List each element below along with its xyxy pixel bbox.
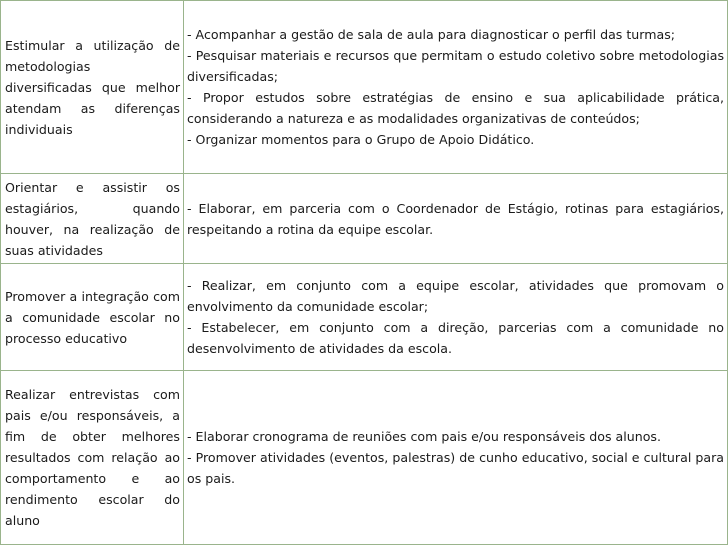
action-item: - Realizar, em conjunto com a equipe escolar, atividades que promovam o envolvimento da comunidade escolar;: [187, 278, 724, 314]
goal-text: Estimular a utilização de metodologias diversificadas que melhor atendam as diferenças individuais: [5, 37, 180, 137]
goal-cell: [1, 264, 184, 371]
table-row: [1, 371, 728, 545]
table-row: [1, 1, 728, 174]
action-item: - Promover atividades (eventos, palestras) de cunho educativo, social e cultural para os pais.: [187, 450, 724, 486]
action-item: - Elaborar cronograma de reuniões com pais e/ou responsáveis dos alunos.: [187, 429, 661, 444]
table-row: [1, 174, 728, 264]
goal-cell: [1, 1, 184, 174]
goal-text: Realizar entrevistas com pais e/ou responsáveis, a fim de obter melhores resultados com relação ao comportamento e ao rendimento escolar do aluno: [5, 387, 180, 528]
goal-cell: [1, 371, 184, 545]
actions-cell: [184, 264, 728, 371]
table-row: [1, 264, 728, 371]
action-item: - Propor estudos sobre estratégias de ensino e sua aplicabilidade prática, considerando a natureza e as modalidades organizativas de conteúdos;: [187, 90, 724, 126]
actions-cell: [184, 371, 728, 545]
actions-cell: [184, 174, 728, 264]
action-item: - Elaborar, em parceria com o Coordenador de Estágio, rotinas para estagiários, respeitando a rotina da equipe escolar.: [187, 200, 724, 237]
goal-cell: [1, 174, 184, 264]
goal-text: Orientar e assistir os estagiários, quando houver, na realização de suas atividades: [5, 179, 180, 258]
action-item: - Acompanhar a gestão de sala de aula para diagnosticar o perfil das turmas;: [187, 27, 676, 42]
action-item: - Estabelecer, em conjunto com a direção, parcerias com a comunidade no desenvolvimento de atividades da escola.: [187, 320, 724, 356]
actions-cell: [184, 1, 728, 174]
action-item: - Organizar momentos para o Grupo de Apoio Didático.: [187, 132, 535, 147]
goal-text: Promover a integração com a comunidade escolar no processo educativo: [5, 288, 180, 346]
action-item: - Pesquisar materiais e recursos que permitam o estudo coletivo sobre metodologias diversificadas;: [187, 48, 724, 84]
